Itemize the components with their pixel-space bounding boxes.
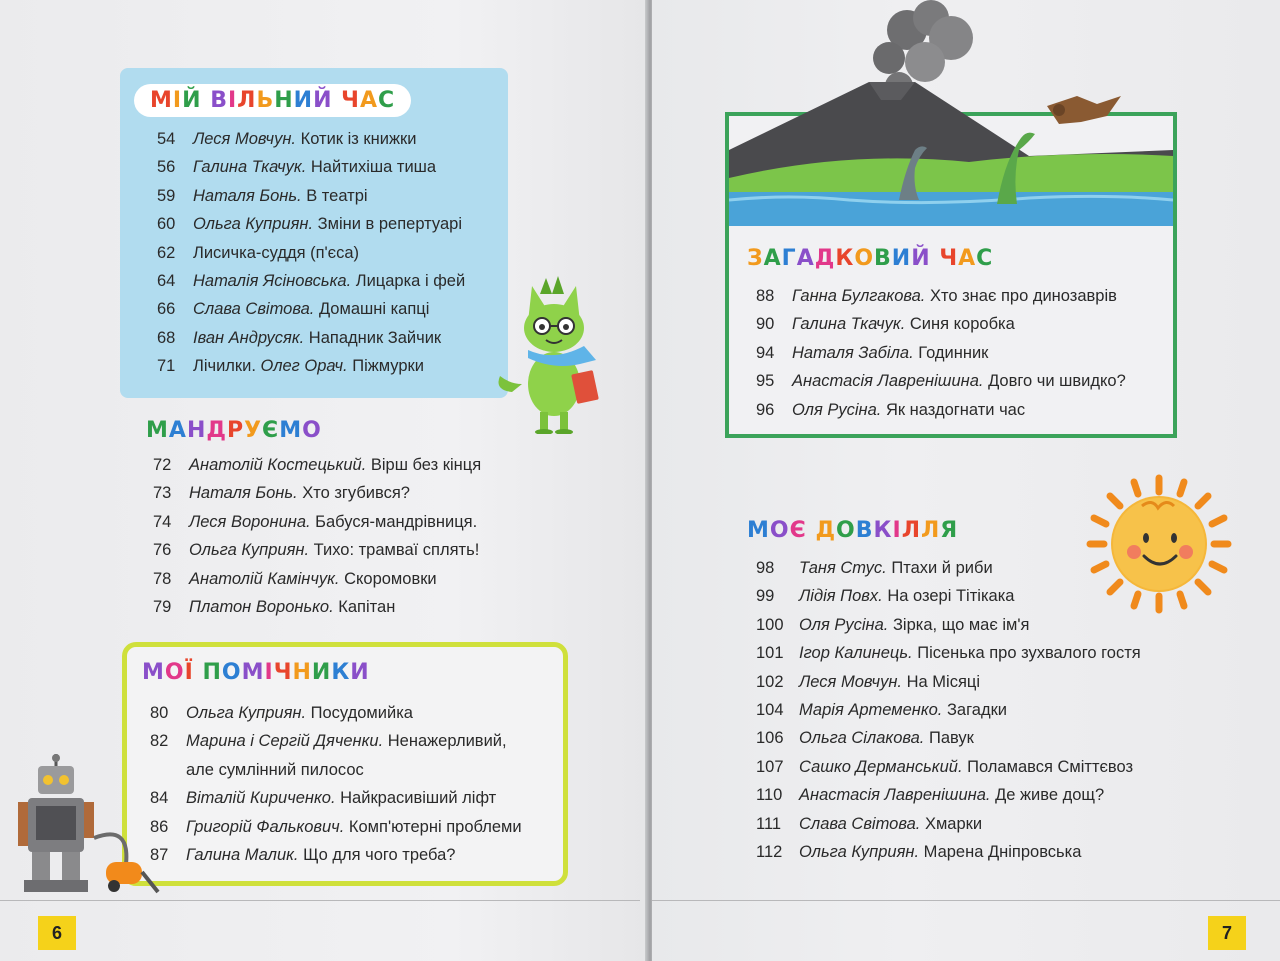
toc-author: Ганна Булгакова. <box>792 287 930 305</box>
sun-face-icon <box>1082 474 1236 614</box>
toc-author: Наталя Бонь. <box>193 186 307 205</box>
heading-letter: И <box>293 88 314 113</box>
toc-author: Наталя Бонь. <box>189 484 303 503</box>
toc-author: Анатолій Костецький. <box>189 456 371 474</box>
toc-page-number: 62 <box>157 243 176 262</box>
heading-letter: Ч <box>273 660 293 685</box>
volcano-dinosaur-icon <box>729 0 1173 226</box>
toc-title: Скоромовки <box>344 569 437 588</box>
heading-letter: В <box>210 88 228 113</box>
toc-page-number: 64 <box>157 271 176 290</box>
toc-entry[interactable] <box>150 756 522 784</box>
toc-title: Лисичка-суддя (п'єса) <box>193 243 360 262</box>
toc-title: Вірш без кінця <box>370 456 482 474</box>
toc-title: Де живе дощ? <box>995 786 1105 805</box>
heading-letter: Ї <box>184 660 194 685</box>
heading-letter: К <box>331 660 351 685</box>
heading-letter: Й <box>911 246 931 271</box>
toc-entry[interactable] <box>756 696 1141 724</box>
toc-page-number: 56 <box>157 158 176 177</box>
toc-author: Леся Мовчун. <box>799 672 907 691</box>
toc-entry[interactable] <box>150 699 522 727</box>
robot-vacuum-icon <box>10 754 162 902</box>
toc-list-my-free-time <box>157 125 465 381</box>
toc-page-number: 106 <box>756 729 784 748</box>
toc-entry[interactable] <box>157 210 465 238</box>
toc-author: Ігор Калинець. <box>799 644 918 663</box>
toc-list-mysterious-time <box>756 282 1126 424</box>
heading-letter: В <box>874 246 892 271</box>
toc-entry[interactable] <box>153 479 481 507</box>
toc-author: Галина Ткачук. <box>792 315 910 334</box>
toc-title: Капітан <box>338 597 396 616</box>
heading-letter: Д <box>206 418 227 443</box>
toc-entry[interactable] <box>157 239 465 267</box>
toc-author: Марина і Сергій Дяченки. <box>186 732 388 751</box>
toc-entry[interactable] <box>756 810 1141 838</box>
toc-title: Довго чи швидко? <box>988 372 1126 391</box>
toc-author: Віталій Кириченко. <box>186 789 341 808</box>
heading-letter: Р <box>226 418 245 443</box>
heading-letter <box>807 518 816 543</box>
heading-letter: Г <box>781 246 797 271</box>
toc-title: Хто згубився? <box>302 484 410 503</box>
toc-page-number: 107 <box>756 757 784 776</box>
toc-title: Ненажерливий, <box>387 732 507 751</box>
heading-letter: О <box>302 418 322 443</box>
heading-letter: А <box>359 88 378 113</box>
toc-entry[interactable] <box>756 753 1141 781</box>
heading-letter: О <box>836 518 856 543</box>
toc-title: Домашні капці <box>318 300 430 319</box>
toc-page-number: 66 <box>157 300 176 319</box>
toc-page-number: 59 <box>157 186 176 205</box>
toc-page-number: 111 <box>756 814 782 833</box>
heading-letter: С <box>976 246 994 271</box>
toc-author: Ольга Куприян. <box>193 215 318 234</box>
heading-letter: Н <box>186 418 207 443</box>
toc-author: Леся Мовчун. <box>193 130 301 148</box>
heading-letter: І <box>172 88 183 113</box>
toc-page-number: 96 <box>756 400 775 419</box>
toc-entry[interactable] <box>153 593 481 621</box>
heading-letter: А <box>796 246 815 271</box>
toc-title: Бабуся-мандрівниця. <box>315 512 478 531</box>
heading-letter: М <box>142 660 165 685</box>
toc-author: Леся Воронина. <box>189 512 316 531</box>
toc-page-number: 80 <box>150 704 169 722</box>
toc-page-number: 110 <box>756 786 783 805</box>
toc-page-number: 78 <box>153 569 172 588</box>
toc-author: Анастасія Лавренішина. <box>799 786 996 805</box>
toc-entry[interactable] <box>157 295 465 323</box>
toc-title: Зірка, що має ім'я <box>892 615 1030 634</box>
toc-author: Платон Воронько. <box>189 597 339 616</box>
toc-title: але сумлінний пилосос <box>186 760 364 779</box>
toc-title: Тихо: трамваї сплять! <box>313 541 480 560</box>
right-page <box>652 0 1280 961</box>
toc-title: Зміни в репертуарі <box>317 215 462 234</box>
toc-title: На озері Тітікака <box>887 587 1015 606</box>
toc-title: Хмарки <box>924 814 983 833</box>
toc-author: Григорій Фалькович. <box>186 817 349 836</box>
toc-page-number: 79 <box>153 597 172 616</box>
heading-letter: М <box>150 88 173 113</box>
section-heading-my-environment <box>747 518 958 543</box>
toc-entry[interactable] <box>756 310 1126 338</box>
toc-title: Хто знає про динозаврів <box>929 287 1117 305</box>
heading-letter: А <box>168 418 187 443</box>
heading-letter: Й <box>182 88 202 113</box>
heading-letter: Ч <box>939 246 959 271</box>
section-heading-my-free-time <box>134 84 411 117</box>
section-heading-my-helpers <box>142 660 370 685</box>
heading-letter: Н <box>292 660 312 685</box>
toc-page-number: 87 <box>150 845 169 864</box>
toc-page-number: 88 <box>756 287 775 305</box>
toc-entry[interactable] <box>157 267 465 295</box>
heading-letter: Ь <box>256 88 275 113</box>
toc-title: Як наздогнати час <box>885 400 1026 419</box>
toc-author: Галина Ткачук. <box>193 158 311 177</box>
toc-page-number: 84 <box>150 789 169 808</box>
toc-page-number: 76 <box>153 541 172 560</box>
toc-title: Котик із книжки <box>300 130 417 148</box>
toc-entry[interactable] <box>157 182 465 210</box>
toc-title: Що для чого треба? <box>303 845 456 864</box>
heading-letter: Л <box>237 88 257 113</box>
toc-author: Слава Світова. <box>799 814 925 833</box>
toc-entry[interactable] <box>756 838 1141 866</box>
toc-entry[interactable] <box>157 153 465 181</box>
toc-entry[interactable] <box>756 781 1141 809</box>
heading-letter: Н <box>274 88 294 113</box>
toc-entry[interactable] <box>756 396 1126 424</box>
toc-page-number: 74 <box>153 512 172 531</box>
heading-letter: В <box>855 518 874 543</box>
toc-title: Синя коробка <box>909 315 1015 334</box>
toc-entry[interactable] <box>756 282 1126 310</box>
toc-entry[interactable] <box>150 784 522 812</box>
heading-letter: С <box>377 88 396 113</box>
toc-title: Поламався Сміттєвоз <box>967 757 1134 776</box>
toc-entry[interactable] <box>756 611 1141 639</box>
toc-page-number: 60 <box>157 215 176 234</box>
toc-title: В театрі <box>306 186 368 205</box>
toc-author: Таня Стус. <box>799 559 892 577</box>
toc-entry[interactable] <box>157 125 465 153</box>
heading-letter <box>931 246 940 271</box>
toc-entry[interactable] <box>756 367 1126 395</box>
toc-title: Посудомийка <box>310 704 413 722</box>
toc-page-number: 90 <box>756 315 775 334</box>
heading-letter: О <box>854 246 875 271</box>
toc-author: Анатолій Камінчук. <box>189 569 345 588</box>
toc-page-number: 68 <box>157 328 176 347</box>
toc-entry[interactable] <box>157 352 465 380</box>
toc-author: Ольга Куприян. <box>186 704 311 722</box>
heading-letter: І <box>227 88 238 113</box>
toc-author: Сашко Дерманський. <box>799 757 968 776</box>
toc-title: Піжмурки <box>352 357 424 376</box>
toc-author: Ольга Сілакова. <box>799 729 929 748</box>
toc-author: Галина Малик. <box>186 845 304 864</box>
toc-title: Годинник <box>918 343 989 362</box>
heading-letter: Я <box>940 518 959 543</box>
toc-entry[interactable] <box>150 813 522 841</box>
heading-letter: Д <box>815 518 837 543</box>
toc-title: Лицарка і фей <box>355 271 466 290</box>
heading-letter: Й <box>313 88 333 113</box>
toc-author: Лідія Повх. <box>799 587 888 606</box>
section-heading-traveling <box>146 418 322 443</box>
toc-author: Наталія Ясіновська. <box>193 271 356 290</box>
toc-prefix: Лічилки. <box>193 357 261 376</box>
heading-letter: У <box>244 418 263 443</box>
heading-letter: М <box>747 518 770 543</box>
toc-page-number: 99 <box>756 587 775 606</box>
toc-author: Анастасія Лавренішина. <box>792 372 989 391</box>
toc-author: Іван Андрусяк. <box>193 328 309 347</box>
toc-author: Наталя Забіла. <box>792 343 919 362</box>
toc-entry[interactable] <box>150 727 522 755</box>
toc-entry[interactable] <box>756 639 1141 667</box>
toc-page-number: 95 <box>756 372 775 391</box>
toc-title: Комп'ютерні проблеми <box>348 817 522 836</box>
toc-page-number: 112 <box>756 842 783 861</box>
heading-letter: Л <box>920 518 941 543</box>
heading-letter <box>332 88 341 113</box>
heading-letter: М <box>279 418 303 443</box>
heading-letter: П <box>202 660 222 685</box>
heading-letter: І <box>264 660 274 685</box>
toc-page-number: 94 <box>756 343 775 362</box>
toc-entry[interactable] <box>153 508 481 536</box>
toc-entry[interactable] <box>157 324 465 352</box>
heading-letter: Д <box>814 246 836 271</box>
page-number-left: 6 <box>38 916 76 950</box>
toc-entry[interactable] <box>150 841 522 869</box>
heading-letter: К <box>873 518 893 543</box>
toc-title: Загадки <box>946 700 1008 719</box>
heading-letter: М <box>146 418 169 443</box>
heading-letter: О <box>164 660 185 685</box>
toc-page-number: 71 <box>157 357 176 376</box>
toc-entry[interactable] <box>153 565 481 593</box>
heading-letter: И <box>891 246 912 271</box>
heading-letter: Ч <box>341 88 360 113</box>
toc-page-number: 54 <box>157 130 176 148</box>
toc-author: Олег Орач. <box>260 357 353 376</box>
toc-author: Ольга Куприян. <box>799 842 924 861</box>
toc-title: Пісенька про зухвалого гостя <box>917 644 1141 663</box>
toc-entry[interactable] <box>756 339 1126 367</box>
toc-page-number: 86 <box>150 817 169 836</box>
heading-letter: Л <box>901 518 921 543</box>
heading-letter: І <box>892 518 902 543</box>
toc-title: На Місяці <box>906 672 980 691</box>
heading-letter: О <box>221 660 242 685</box>
heading-letter: А <box>763 246 782 271</box>
toc-author: Оля Русіна. <box>792 400 886 419</box>
toc-title: Нападник Зайчик <box>308 328 442 347</box>
heading-letter: А <box>958 246 977 271</box>
toc-author: Слава Світова. <box>193 300 319 319</box>
page-number-right: 7 <box>1208 916 1246 950</box>
toc-author: Ольга Куприян. <box>189 541 314 560</box>
heading-letter: М <box>241 660 265 685</box>
heading-letter: Є <box>262 418 280 443</box>
toc-list-traveling <box>153 451 481 621</box>
toc-page-number: 98 <box>756 559 775 577</box>
toc-title: Найкрасивіший ліфт <box>340 789 497 808</box>
heading-letter: К <box>835 246 855 271</box>
toc-entry[interactable] <box>756 668 1141 696</box>
toc-page-number: 104 <box>756 700 784 719</box>
toc-entry[interactable] <box>153 536 481 564</box>
toc-title: Марена Дніпровська <box>923 842 1082 861</box>
toc-page-number: 82 <box>150 732 169 751</box>
toc-title: Найтихіша тиша <box>310 158 437 177</box>
heading-letter <box>202 88 211 113</box>
section-heading-mysterious-time <box>747 246 993 271</box>
heading-letter <box>194 660 203 685</box>
heading-letter: О <box>769 518 790 543</box>
toc-page-number: 102 <box>756 672 784 691</box>
toc-author: Марія Артеменко. <box>799 700 947 719</box>
toc-list-my-helpers <box>150 699 522 869</box>
heading-letter: Є <box>789 518 807 543</box>
toc-entry[interactable] <box>153 451 481 479</box>
toc-title: Павук <box>928 729 974 748</box>
toc-page-number: 100 <box>756 615 784 634</box>
heading-letter: И <box>311 660 332 685</box>
toc-entry[interactable] <box>756 724 1141 752</box>
toc-page-number: 101 <box>756 644 784 663</box>
heading-letter: З <box>747 246 764 271</box>
toc-page-number: 72 <box>153 456 172 474</box>
toc-page-number: 73 <box>153 484 172 503</box>
toc-author: Оля Русіна. <box>799 615 893 634</box>
toc-title: Птахи й риби <box>891 559 993 577</box>
cat-dragon-icon <box>492 272 616 434</box>
heading-letter: И <box>350 660 370 685</box>
